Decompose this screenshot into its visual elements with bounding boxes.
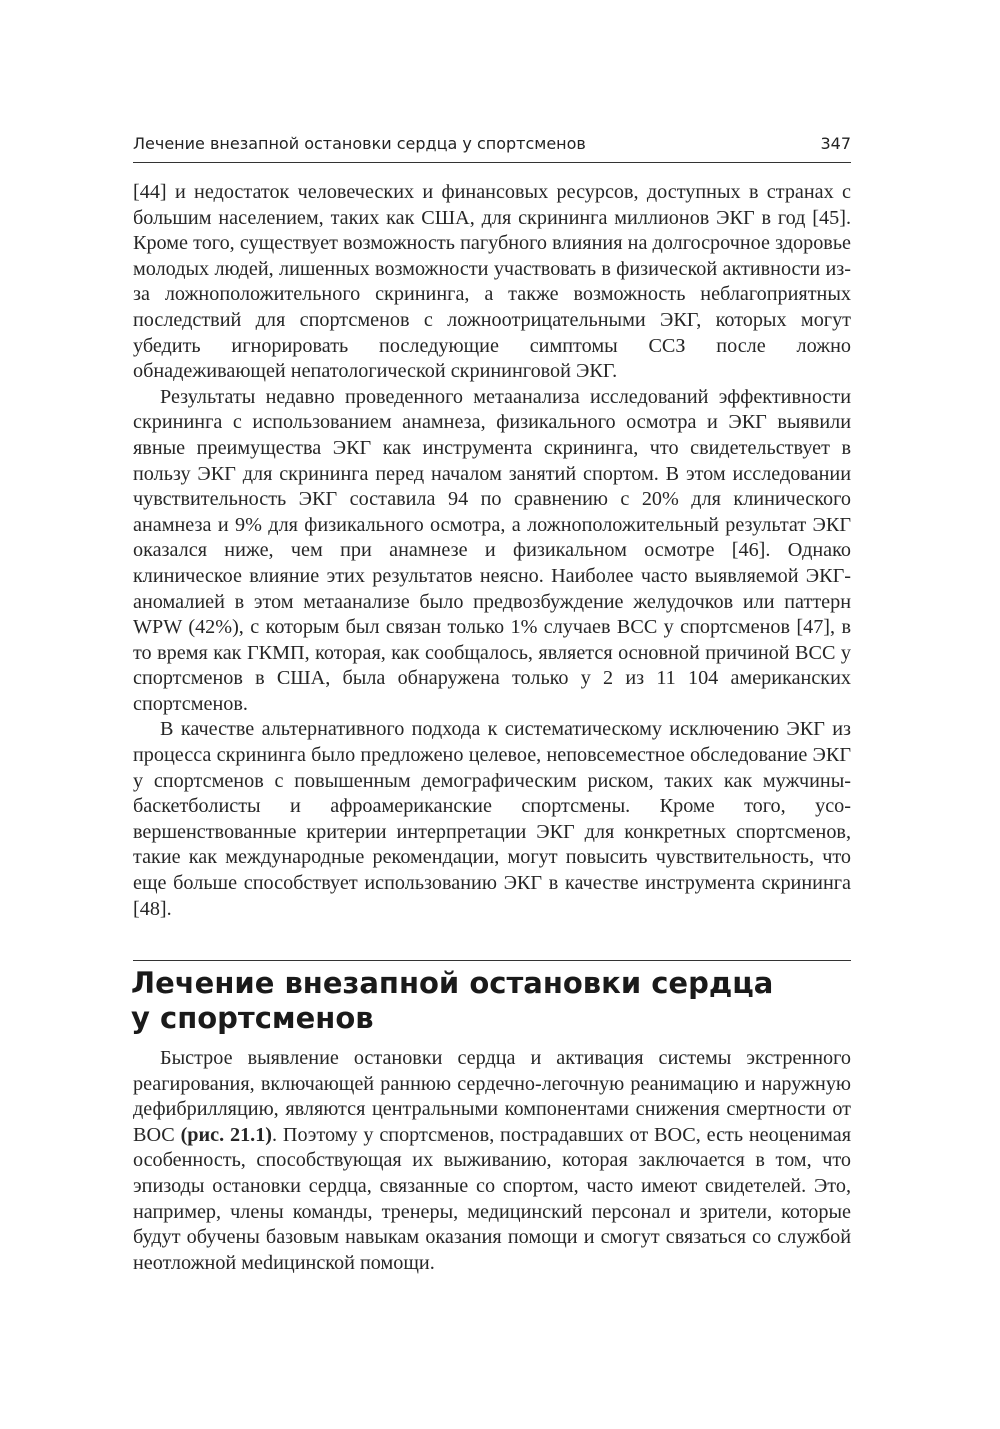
paragraph-continued: [44] и недостаток человеческих и финансовых ресурсов, доступных в странах с большим населением, таких как США, для скрининга миллионов ЭКГ в год [45]. Кроме того, существует возможность пагубного влияния на долгосрочное здоровье молодых людей, лишенных возможности участвовать в физической активности из-за ложноположительного скрининга, а также возможность неблагоприятных последствий для спортсменов с ложноотрицательными ЭКГ, которых могут убедить игнорировать последующие симптомы ССЗ после ложно обнадеживающей непатологической скрининговой ЭКГ. <box>133 181 851 383</box>
section-body <box>133 1046 851 1276</box>
running-head-title: Лечение внезапной остановки сердца у спортсменов <box>133 134 586 153</box>
section-paragraph-part-2: . Поэтому у спортсменов, пострадавших от ВОС, есть неоценимая особенность, способствующая их выживанию, которая заключается в том, что эпизоды остановки сердца, связанные со спортом, часто имеют свидетелей. Это, например, члены команды, тренеры, медицинский персонал и зрители, которые будут обучены базовым навыкам оказания помощи и смогут связаться со службой неотложной меdицинской помощи. <box>133 1123 851 1274</box>
page-number: 347 <box>820 134 851 153</box>
paragraph-meta-analysis: Результаты недавно проведенного метаанализа исследований эффективности скрининга с использованием анамнеза, физикального осмотра и ЭКГ выявили явные преимущества ЭКГ как инструмента скрининга, что свидетельствует в пользу ЭКГ для скрининга перед началом занятий спортом. В этом исследовании чувствительность ЭКГ составила 94 по сравнению с 20% для клинического анамнеза и 9% для физикального осмотра, а ложноположительный результат ЭКГ оказался ниже, чем при анамнезе и физикальном осмотре [46]. Однако клиническое влияние этих результатов неясно. Наиболее часто выявляемой ЭКГ-аномалией в этом метаанализе было предвозбуждение желудочков или паттерн WPW (42%), с которым был связан только 1% случаев ВСС у спортсменов [47], в то время как ГКМП, которая, как сообщалось, является основной причиной ВСС у спортсменов в США, была обнаружена только у 2 из 11 104 американских спортсменов. <box>133 385 851 715</box>
running-head-rule <box>133 162 851 163</box>
section-paragraph-part-1: Быстрое выявление остановки сердца и активация системы экстренного реагирования, включающей раннюю сердечно-легочную реанимацию и наружную дефибрилляцию, являются центральными компонентами снижения смертности от ВОС <box>133 1047 851 1146</box>
section-rule <box>133 960 851 961</box>
body-text <box>133 180 851 922</box>
section-heading <box>131 966 851 1036</box>
section-heading-line-1: Лечение внезапной остановки сердца <box>131 966 774 1000</box>
paragraph-alternative-approach: В качестве альтернативного подхода к систематическому исключению ЭКГ из процесса скрининга было предложено целевое, неповсеместное обследование ЭКГ у спортсменов с повышенным демографическим риском, таких как мужчины-баскетболисты и афроамериканские спортсмены. Кроме того, усовершенствованные критерии интерпретации ЭКГ для конкретных спортсменов, такие как международные рекомендации, могут повысить чувствительность, что еще больше способствует использованию ЭКГ в качестве инструмента скрининга [48]. <box>133 718 851 920</box>
running-head <box>133 134 851 160</box>
section-paragraph <box>133 1046 851 1276</box>
figure-reference: (рис. 21.1) <box>180 1123 273 1146</box>
section-heading-line-2: у спортсменов <box>131 1001 374 1035</box>
